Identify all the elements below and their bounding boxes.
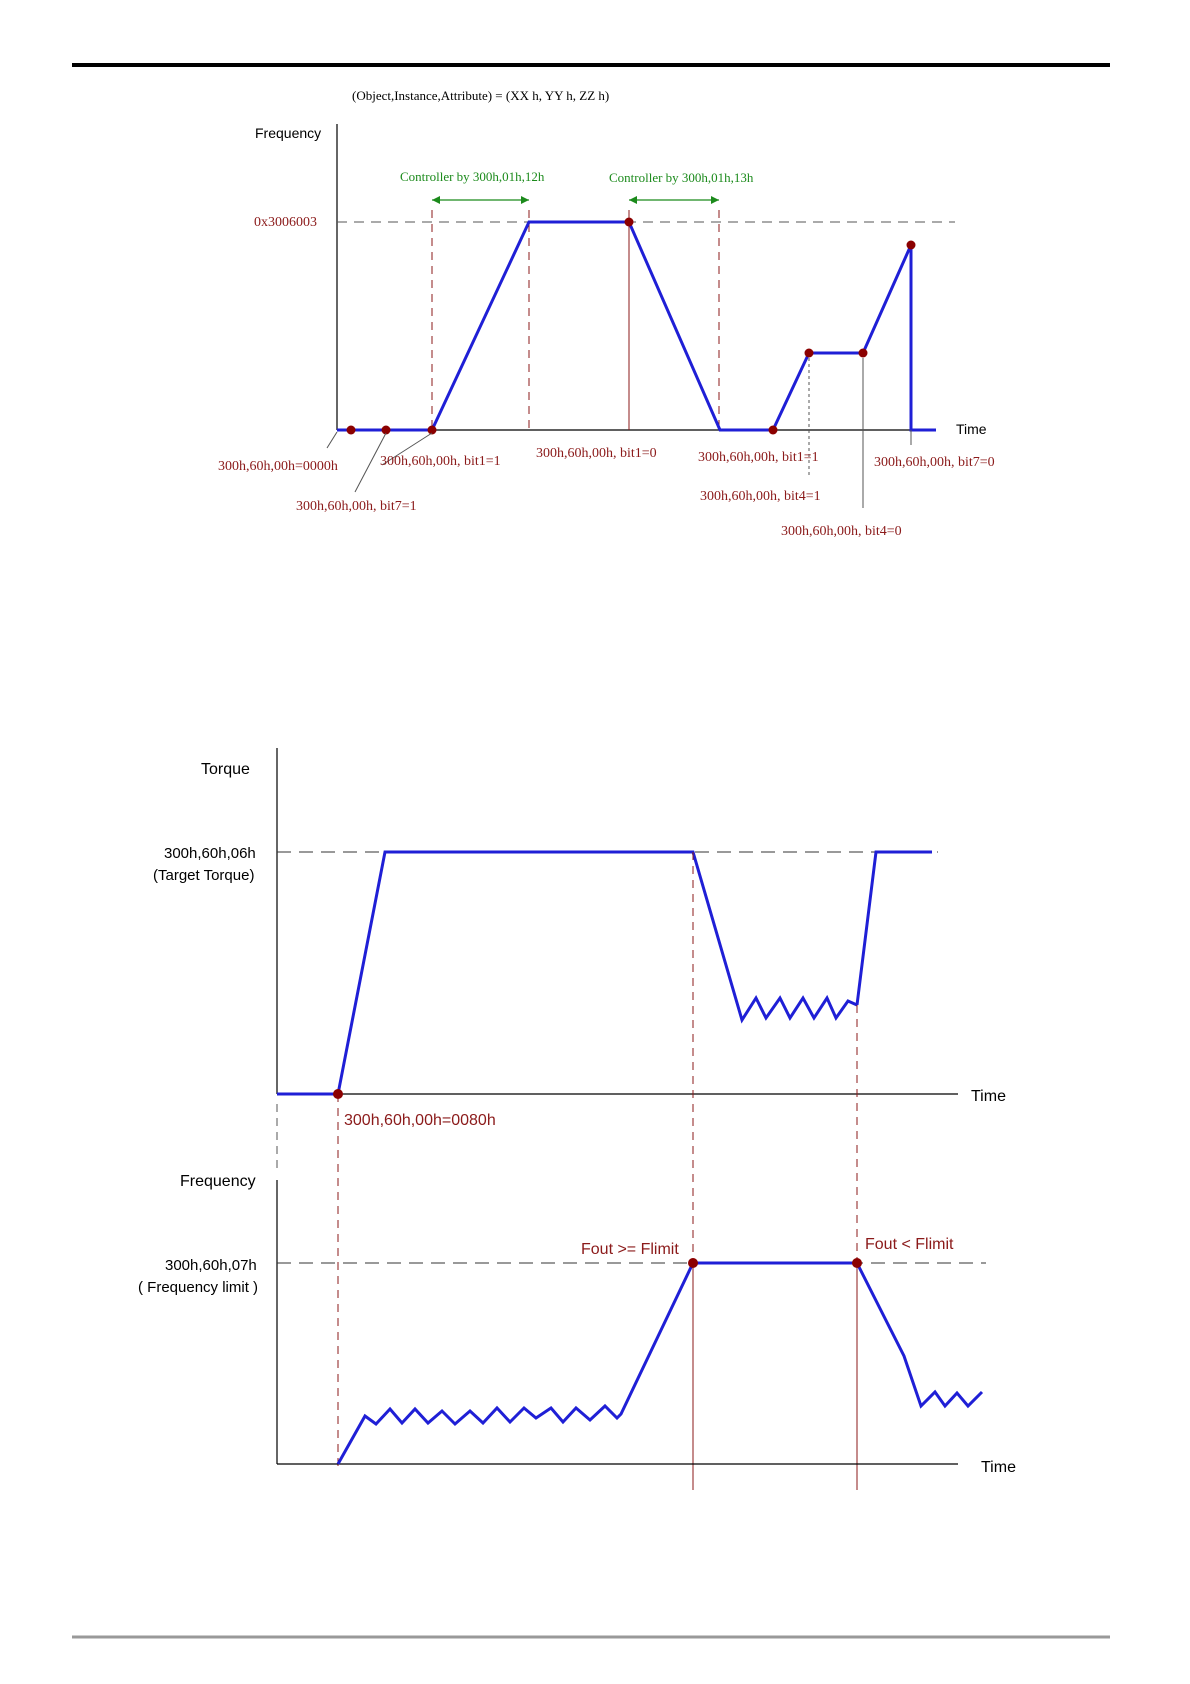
d2-torque-axis-label: Torque (201, 761, 250, 778)
d1-controller-label-2: Controller by 300h,01h,13h (609, 170, 754, 185)
d1-event-bit7-0: 300h,60h,00h, bit7=0 (874, 455, 995, 470)
d1-event-bit1-1: 300h,60h,00h, bit1=1 (380, 454, 501, 469)
d1-event-bit4-1: 300h,60h,00h, bit4=1 (700, 489, 821, 504)
d1-marker-bit1-1-second (769, 426, 778, 435)
d2-fout-ge-label: Fout >= Flimit (581, 1241, 679, 1258)
d1-marker-reset (347, 426, 356, 435)
d2-torque-level-label: 300h,60h,06h (164, 845, 256, 862)
d1-leader-lines (327, 358, 911, 508)
d1-event-bit4-0: 300h,60h,00h, bit4=0 (781, 524, 902, 539)
d1-controller-arrow-2 (629, 196, 719, 204)
d2-torque-level-sublabel: (Target Torque) (153, 867, 255, 884)
d1-event-bit7-1: 300h,60h,00h, bit7=1 (296, 499, 417, 514)
d2-frequency-level-sublabel: ( Frequency limit ) (138, 1279, 259, 1296)
d1-frequency-curve (337, 222, 936, 430)
d2-torque-curve (277, 852, 857, 1094)
d1-vertical-guides (432, 210, 719, 430)
d1-controller-arrow-1 (432, 196, 529, 204)
d2-marker-fout-ge (688, 1258, 698, 1268)
object-formula: (Object,Instance,Attribute) = (XX h, YY h, ZZ h) (352, 88, 610, 103)
d1-event-bit1-0: 300h,60h,00h, bit1=0 (536, 446, 657, 461)
d1-marker-bit4-0 (859, 349, 868, 358)
torque-frequency-diagram (138, 748, 1016, 1490)
d1-level-label: 0x3006003 (254, 215, 317, 230)
d2-time-label-bottom: Time (981, 1459, 1016, 1476)
d2-marker-fout-lt (852, 1258, 862, 1268)
d1-marker-bit4-1 (805, 349, 814, 358)
d2-frequency-axis-label: Frequency (180, 1173, 256, 1190)
d1-marker-bit1-0 (625, 218, 634, 227)
frequency-control-diagram (218, 88, 995, 539)
d1-event-bit1-1-second: 300h,60h,00h, bit1=1 (698, 450, 819, 465)
d2-frequency-curve (338, 1263, 982, 1464)
d1-controller-label-1: Controller by 300h,01h,12h (400, 169, 545, 184)
d2-frequency-level-label: 300h,60h,07h (165, 1257, 257, 1274)
d2-marker-start (333, 1089, 343, 1099)
d2-start-event: 300h,60h,00h=0080h (344, 1112, 496, 1129)
d2-time-label-top: Time (971, 1088, 1006, 1105)
d1-event-reset: 300h,60h,00h=0000h (218, 459, 338, 474)
d1-y-axis-label: Frequency (255, 125, 322, 141)
d1-marker-bit7-0 (907, 241, 916, 250)
d2-torque-curve-recovery (857, 852, 932, 1005)
d2-fout-lt-label: Fout < Flimit (865, 1236, 954, 1253)
d1-x-axis-label: Time (956, 421, 987, 437)
